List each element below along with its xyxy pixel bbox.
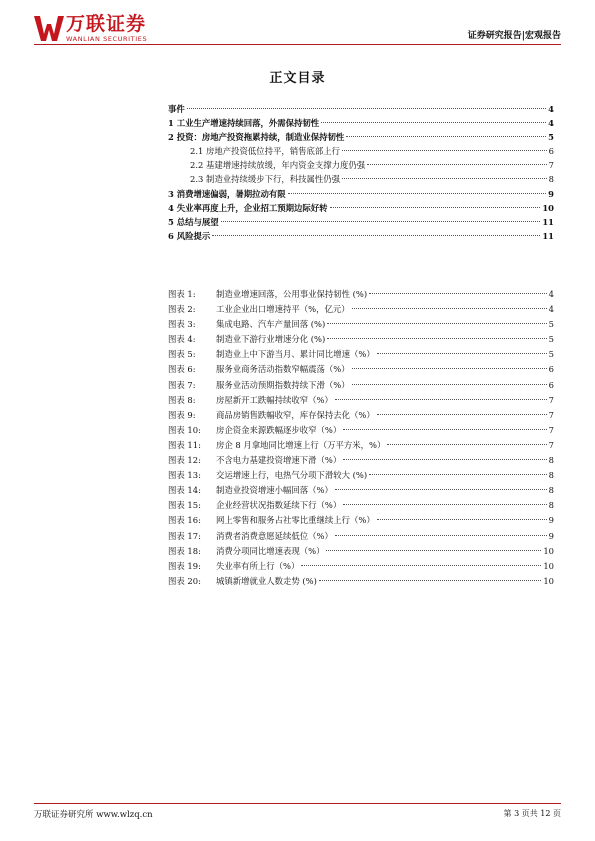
toc-entry[interactable] xyxy=(168,229,554,243)
dot-leader xyxy=(187,108,546,109)
toc-entry-page: 11 xyxy=(542,216,554,227)
toc-entry[interactable] xyxy=(168,102,554,116)
figure-label: 商品房销售跌幅收窄，库存保持去化（%） xyxy=(216,409,375,420)
dot-leader xyxy=(377,353,547,354)
toc-entry-label: 2.3 制造业持续缓步下行，科技属性仍强 xyxy=(190,174,340,185)
figure-page: 7 xyxy=(548,409,554,420)
figure-number: 图表 3: xyxy=(168,319,196,330)
figure-page: 10 xyxy=(543,545,554,556)
figure-number: 图表 10: xyxy=(168,424,201,435)
dot-leader xyxy=(346,136,546,137)
figure-page: 7 xyxy=(548,424,554,435)
figure-label: 城镇新增就业人数走势 (%) xyxy=(216,575,317,586)
dot-leader xyxy=(377,519,547,520)
figure-entry[interactable] xyxy=(168,483,554,498)
dot-leader xyxy=(343,429,546,430)
dot-leader xyxy=(352,308,547,309)
dot-leader xyxy=(321,122,546,123)
figure-page: 10 xyxy=(543,560,554,571)
page-title: 正文目录 xyxy=(269,71,326,86)
dot-leader xyxy=(387,444,546,445)
toc-entry-label: 5 总结与展望 xyxy=(168,216,219,227)
figure-page: 7 xyxy=(548,439,554,450)
dot-leader xyxy=(212,235,540,236)
figure-entry[interactable] xyxy=(168,362,554,377)
toc-entry[interactable] xyxy=(168,144,554,158)
figure-label: 消费者消费意愿延续低位（%） xyxy=(216,530,333,541)
toc-entry[interactable] xyxy=(168,158,554,172)
dot-leader xyxy=(367,164,547,165)
figure-label: 制造业下游行业增速分化 (%) xyxy=(216,334,326,345)
figure-entry[interactable] xyxy=(168,302,554,317)
dot-leader xyxy=(221,221,541,222)
logo-chinese-text: 万联证券 xyxy=(66,13,147,35)
figure-label: 集成电路、汽车产量回落 (%) xyxy=(216,319,326,330)
figure-label: 房企资金来源跌幅逐步收窄（%） xyxy=(216,424,342,435)
figure-number: 图表 19: xyxy=(168,560,201,571)
dot-leader xyxy=(343,504,546,505)
figure-label: 房屋新开工跌幅持续收窄（%） xyxy=(216,394,333,405)
figure-entry[interactable] xyxy=(168,317,554,332)
figure-number: 图表 16: xyxy=(168,515,201,526)
figure-page: 8 xyxy=(548,470,554,481)
footer-source: 万联证券研究所 www.wlzq.cn xyxy=(34,810,153,820)
toc-entry[interactable] xyxy=(168,187,554,201)
toc-entry-label: 6 风险提示 xyxy=(168,230,211,241)
figure-label: 房企 8 月拿地同比增速上行（万平方米，%） xyxy=(216,439,386,450)
dot-leader xyxy=(319,580,541,581)
header-divider xyxy=(34,44,561,45)
toc-entry-page: 4 xyxy=(548,118,554,129)
figure-entry[interactable] xyxy=(168,544,554,559)
toc-entry-page: 5 xyxy=(548,132,554,143)
figure-label: 制造业投资增速小幅回落（%） xyxy=(216,485,333,496)
figure-number: 图表 15: xyxy=(168,500,201,511)
toc-entry-label: 1 工业生产增速持续回落，外需保持韧性 xyxy=(168,118,320,129)
figure-page: 6 xyxy=(548,379,554,390)
figure-page: 10 xyxy=(543,575,554,586)
figure-entry[interactable] xyxy=(168,574,554,589)
dot-leader xyxy=(352,368,547,369)
figure-number: 图表 20: xyxy=(168,575,201,586)
dot-leader xyxy=(335,489,547,490)
figure-number: 图表 6: xyxy=(168,364,196,375)
dot-leader xyxy=(288,193,547,194)
figure-page: 9 xyxy=(548,530,554,541)
figure-label: 交运增速上行，电热气分项下滑较大 (%) xyxy=(216,470,368,481)
toc-entry-label: 3 消费增速偏弱，暑期拉动有限 xyxy=(168,188,286,199)
toc-entry-label: 2 投资：房地产投资拖累持续，制造业保持韧性 xyxy=(168,132,345,143)
figure-number: 图表 5: xyxy=(168,349,196,360)
dot-leader xyxy=(330,207,541,208)
figure-number: 图表 2: xyxy=(168,304,196,315)
figure-number: 图表 11: xyxy=(168,439,201,450)
figure-label: 企业经营状况指数延续下行（%） xyxy=(216,500,342,511)
figure-entry[interactable] xyxy=(168,332,554,347)
figure-page: 8 xyxy=(548,455,554,466)
figure-label: 服务业商务活动指数窄幅震荡（%） xyxy=(216,364,350,375)
page-number: 第 3 页共 12 页 xyxy=(503,809,561,818)
table-of-contents xyxy=(168,102,554,243)
dot-leader xyxy=(301,565,541,566)
figure-entry[interactable] xyxy=(168,378,554,393)
toc-entry-page: 4 xyxy=(548,104,554,114)
figure-page: 4 xyxy=(548,304,554,315)
toc-entry[interactable] xyxy=(168,130,554,144)
toc-entry-label: 4 失业率再度上升，企业招工预期边际好转 xyxy=(168,202,328,213)
toc-entry[interactable] xyxy=(168,172,554,186)
dot-leader xyxy=(377,414,547,415)
toc-entry-label: 事件 xyxy=(168,104,185,114)
toc-entry[interactable] xyxy=(168,201,554,215)
figure-page: 6 xyxy=(548,364,554,375)
figure-label: 失业率有所上行（%） xyxy=(216,560,300,571)
dot-leader xyxy=(327,323,546,324)
dot-leader xyxy=(343,459,546,460)
toc-entry[interactable] xyxy=(168,116,554,130)
toc-entry-page: 6 xyxy=(548,146,554,157)
figure-label: 网上零售和服务占社零比重继续上行（%） xyxy=(216,515,375,526)
toc-entry-page: 9 xyxy=(548,188,554,199)
toc-entry-page: 10 xyxy=(542,202,554,213)
figure-page: 5 xyxy=(548,334,554,345)
dot-leader xyxy=(342,178,547,179)
figure-number: 图表 14: xyxy=(168,485,201,496)
dot-leader xyxy=(352,384,547,385)
toc-entry-page: 11 xyxy=(542,230,554,241)
figure-entry[interactable] xyxy=(168,453,554,468)
toc-entry[interactable] xyxy=(168,215,554,229)
figure-entry[interactable] xyxy=(168,438,554,453)
figure-label: 制造业上中下游当月、累计同比增速（%） xyxy=(216,349,375,360)
figure-page: 8 xyxy=(548,485,554,496)
figure-label: 消费分项同比增速表现（%） xyxy=(216,545,325,556)
page-header xyxy=(34,12,561,44)
figure-number: 图表 7: xyxy=(168,379,196,390)
toc-entry-label: 2.2 基建增速持续放缓，年内资金支撑力度仍强 xyxy=(190,160,366,171)
company-logo xyxy=(34,14,164,44)
figure-label: 工业企业出口增速持平（%，亿元） xyxy=(216,304,350,315)
logo-english-text: WANLIAN SECURITIES xyxy=(66,35,148,43)
dot-leader xyxy=(335,535,547,536)
figure-label: 不含电力基建投资增速下滑（%） xyxy=(216,455,342,466)
figure-entry[interactable] xyxy=(168,498,554,513)
figure-number: 图表 4: xyxy=(168,334,196,345)
dot-leader xyxy=(327,338,546,339)
figure-entry[interactable] xyxy=(168,287,554,302)
figure-label: 服务业活动预期指数持续下滑（%） xyxy=(216,379,350,390)
figure-page: 5 xyxy=(548,319,554,330)
dot-leader xyxy=(326,550,541,551)
footer-divider xyxy=(34,803,561,804)
figure-page: 5 xyxy=(548,349,554,360)
figure-number: 图表 18: xyxy=(168,545,201,556)
figure-number: 图表 12: xyxy=(168,455,201,466)
figure-number: 图表 9: xyxy=(168,409,196,420)
figure-number: 图表 13: xyxy=(168,470,201,481)
figure-list xyxy=(168,287,554,589)
toc-entry-page: 8 xyxy=(548,174,554,185)
figure-entry[interactable] xyxy=(168,529,554,544)
figure-entry[interactable] xyxy=(168,408,554,423)
figure-entry[interactable] xyxy=(168,347,554,362)
toc-entry-page: 7 xyxy=(548,160,554,171)
dot-leader xyxy=(369,293,547,294)
figure-number: 图表 1: xyxy=(168,289,196,299)
dot-leader xyxy=(342,150,547,151)
figure-entry[interactable] xyxy=(168,513,554,528)
figure-page: 4 xyxy=(548,289,554,299)
report-type: 证券研究报告|宏观报告 xyxy=(467,31,561,41)
figure-page: 9 xyxy=(548,515,554,526)
figure-page: 7 xyxy=(548,394,554,405)
figure-entry[interactable] xyxy=(168,393,554,408)
wanlian-logo-icon xyxy=(34,14,64,42)
figure-entry[interactable] xyxy=(168,423,554,438)
figure-number: 图表 17: xyxy=(168,530,201,541)
dot-leader xyxy=(369,474,547,475)
figure-number: 图表 8: xyxy=(168,394,196,405)
toc-entry-label: 2.1 房地产投资低位持平，销售底部上行 xyxy=(190,146,340,157)
figure-page: 8 xyxy=(548,500,554,511)
figure-entry[interactable] xyxy=(168,559,554,574)
dot-leader xyxy=(335,399,547,400)
figure-entry[interactable] xyxy=(168,468,554,483)
figure-label: 制造业增速回落，公用事业保持韧性 (%) xyxy=(216,289,368,299)
